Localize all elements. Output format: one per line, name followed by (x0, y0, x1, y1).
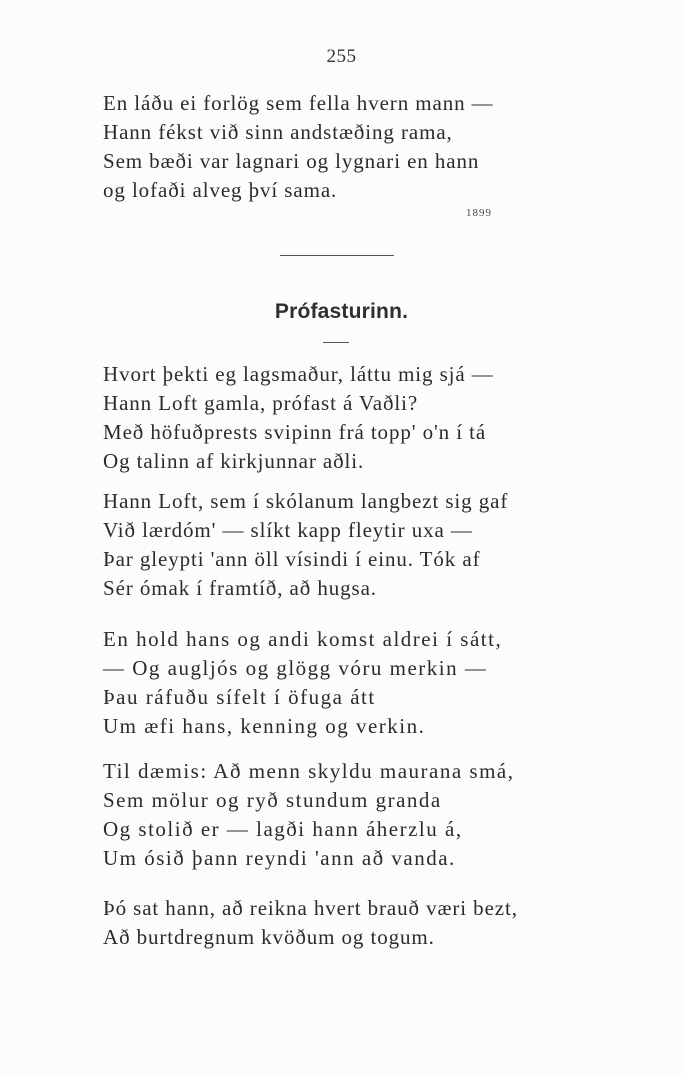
poem-year: 1899 (466, 207, 492, 219)
verse-line: Með höfuðprests svipinn frá topp' o'n í tá (103, 420, 487, 444)
previous-poem-ending (103, 89, 623, 205)
stanza-3 (103, 625, 623, 741)
verse-line: Og stolið er — lagði hann áherzlu á, (103, 817, 463, 841)
verse-line: Við lærdóm' — slíkt kapp fleytir uxa — (103, 518, 473, 542)
verse-line: Þó sat hann, að reikna hvert brauð væri bezt, (103, 896, 518, 920)
verse-line: Til dæmis: Að menn skyldu maurana smá, (103, 759, 515, 783)
verse-line: Hann fékst við sinn andstæðing rama, (103, 120, 453, 144)
verse-line: Sér ómak í framtíð, að hugsa. (103, 576, 377, 600)
stanza-2 (103, 487, 623, 603)
verse-line: Að burtdregnum kvöðum og togum. (103, 925, 435, 949)
verse-line: Þar gleypti 'ann öll vísindi í einu. Tók af (103, 547, 481, 571)
verse-line: Þau ráfuðu sífelt í öfuga átt (103, 685, 376, 709)
verse-line: Um æfi hans, kenning og verkin. (103, 714, 426, 738)
stanza-4 (103, 757, 623, 873)
verse-line: Sem mölur og ryð stundum granda (103, 788, 442, 812)
verse-line: Um ósið þann reyndi 'ann að vanda. (103, 846, 456, 870)
stanza-1 (103, 360, 623, 476)
verse-line: Hann Loft gamla, prófast á Vaðli? (103, 391, 419, 415)
verse-line: Sem bæði var lagnari og lygnari en hann (103, 149, 480, 173)
page-number: 255 (326, 46, 357, 67)
verse-line: En láðu ei forlög sem fella hvern mann — (103, 91, 494, 115)
section-divider (280, 255, 394, 256)
verse-line: — Og augljós og glögg vóru merkin — (103, 656, 488, 680)
verse-line: Og talinn af kirkjunnar aðli. (103, 449, 365, 473)
verse-line: og lofaði alveg því sama. (103, 178, 338, 202)
verse-line: Hvort þekti eg lagsmaður, láttu mig sjá — (103, 362, 494, 386)
title-rule (323, 342, 349, 343)
poem-title: Prófasturinn. (274, 300, 409, 323)
stanza-5 (103, 894, 623, 952)
verse-line: En hold hans og andi komst aldrei í sátt, (103, 627, 503, 651)
verse-line: Hann Loft, sem í skólanum langbezt sig gaf (103, 489, 509, 513)
